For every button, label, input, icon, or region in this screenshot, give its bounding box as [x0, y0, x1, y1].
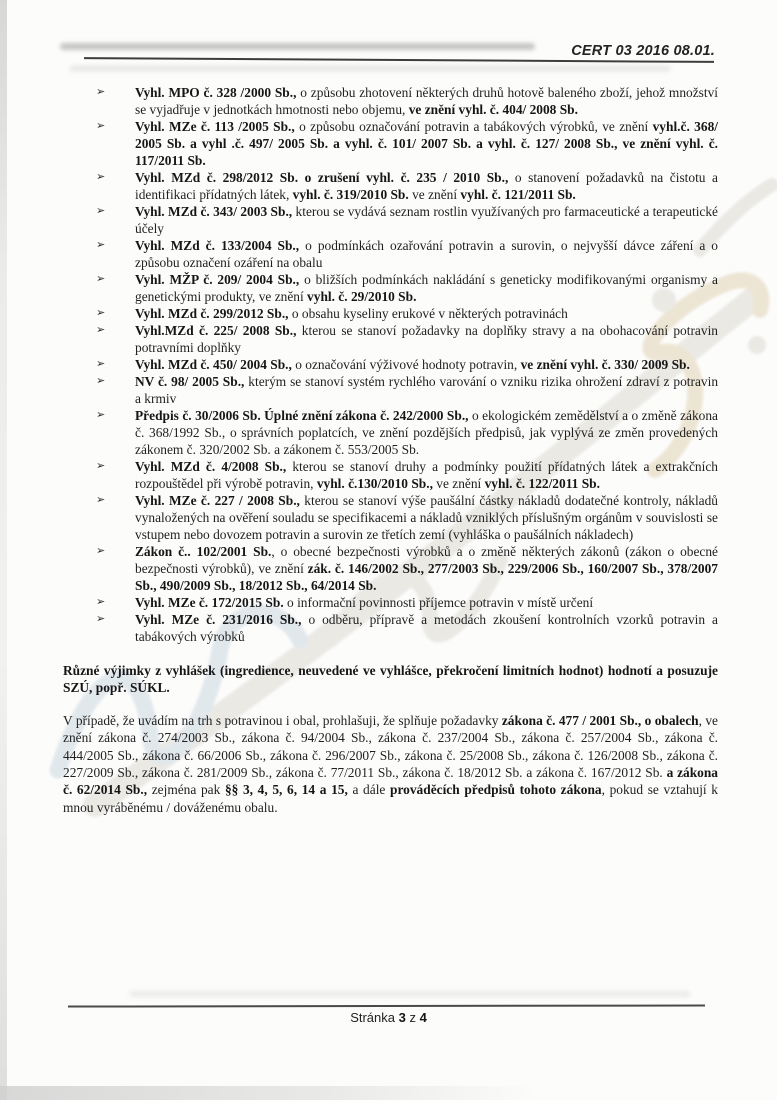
arrow-bullet-icon: ➢ — [96, 86, 106, 98]
scan-edge-artifact-left — [0, 0, 7, 1100]
arrow-bullet-icon: ➢ — [96, 239, 106, 251]
arrow-bullet-icon: ➢ — [96, 171, 106, 183]
arrow-bullet-icon: ➢ — [96, 545, 106, 557]
list-item — [63, 407, 718, 458]
list-item-text: Vyhl. MZe č. 172/2015 Sb. o informační povinnosti příjemce potravin v místě určení — [135, 595, 594, 610]
list-item-text: Vyhl. MZd č. 298/2012 Sb. o zrušení vyhl. č. 235 / 2010 Sb., o stanovení požadavků na čistotu a identifikaci přídatných látek, vyhl. č. 319/2010 Sb. ve znění vyhl. č. 121/2011 Sb. — [135, 170, 718, 202]
list-item-text: Vyhl. MZe č. 113 /2005 Sb., o způsobu označování potravin a tabákových výrobků, ve znění vyhl.č. 368/ 2005 Sb. a vyhl .č. 497/ 2005 Sb. a vyhl. č. 101/ 2007 Sb. a vyhl. č. 127/ 2008 Sb., ve znění vyhl. č. 117/2011 Sb. — [135, 119, 718, 168]
scan-smudge-artifact-top — [60, 43, 535, 50]
list-item-text: Vyhl. MZd č. 4/2008 Sb., kterou se stanoví druhy a podmínky použití přídatných látek a extrakčních rozpouštědel při výrobě potravin, vyhl. č.130/2010 Sb., ve znění vyhl. č. 122/2011 Sb. — [135, 459, 718, 491]
watermark-dot-2 — [748, 336, 766, 354]
list-item-text: Vyhl. MZd č. 450/ 2004 Sb., o označování výživové hodnoty potravin, ve znění vyhl. č. 330/ 2009 Sb. — [135, 357, 690, 372]
list-item-text: Vyhl. MPO č. 328 /2000 Sb., o způsobu zhotovení některých druhů hotově baleného zboží, jehož množství se vyjadřuje v jednotkách hmotnosti nebo objemu, ve znění vyhl. č. 404/ 2008 Sb. — [135, 85, 719, 117]
list-item — [63, 271, 718, 305]
arrow-bullet-icon: ➢ — [96, 613, 106, 625]
list-item — [63, 492, 718, 543]
list-item — [63, 237, 718, 271]
arrow-bullet-icon: ➢ — [96, 324, 106, 336]
footer-divider-line — [68, 1004, 705, 1007]
arrow-bullet-icon: ➢ — [96, 494, 106, 506]
arrow-bullet-icon: ➢ — [96, 375, 106, 387]
list-item-text: Zákon č.. 102/2001 Sb., o obecné bezpečnosti výrobků a o změně některých zákonů (zákon o obecné bezpečnosti výrobků), ve znění zák. č. 146/2002 Sb., 277/2003 Sb., 229/2006 Sb., 160/2007 Sb., 378/2007 Sb., 490/2009 Sb., 18/2012 Sb., 64/2014 Sb. — [135, 544, 719, 593]
arrow-bullet-icon: ➢ — [96, 307, 106, 319]
scan-edge-artifact-bottom — [0, 1086, 540, 1100]
document-header-code: CERT 03 2016 08.01. — [571, 43, 715, 59]
list-item — [63, 169, 718, 203]
list-item-text: Vyhl. MZd č. 299/2012 Sb., o obsahu kyseliny erukové v některých potravinách — [135, 306, 568, 321]
arrow-bullet-icon: ➢ — [96, 460, 106, 472]
list-item — [63, 322, 718, 356]
list-item-text: Vyhl. MZe č. 227 / 2008 Sb., kterou se stanoví výše paušální částky nákladů dodatečné kontroly, nákladů vynaložených na ověření souladu se specifikacemi a nákladů vzniklých příslušným orgánům v souvislosti se vstupem nebo dovozem potravin a surovin ze třetích zemí (vyhláška o paušálních nákladech) — [135, 493, 719, 542]
list-item-text: Vyhl. MZd č. 343/ 2003 Sb., kterou se vydává seznam rostlin využívaných pro farmaceutické a terapeutické účely — [135, 204, 719, 236]
arrow-bullet-icon: ➢ — [96, 205, 106, 217]
arrow-bullet-icon: ➢ — [96, 409, 106, 421]
scan-smudge-artifact-under-header — [70, 66, 670, 71]
paragraph-exceptions: Různé výjimky z vyhlášek (ingredience, neuvedené ve vyhlášce, překročení limitních hodnot) hodnotí a posuzuje SZÚ, popř. SÚKL. — [63, 663, 718, 696]
list-item — [63, 356, 718, 373]
arrow-bullet-icon: ➢ — [96, 358, 106, 370]
arrow-bullet-icon: ➢ — [96, 273, 106, 285]
list-item — [63, 118, 718, 169]
document-body — [63, 84, 718, 816]
list-item — [63, 203, 718, 237]
footer-page-number: Stránka 3 z 4 — [350, 1010, 427, 1025]
list-item-text: Vyhl. MZe č. 231/2016 Sb., o odběru, přípravě a metodách zkoušení kontrolních vzorků potravin a tabákových výrobků — [135, 612, 718, 644]
list-item-text: Vyhl.MZd č. 225/ 2008 Sb., kterou se stanoví požadavky na doplňky stravy a na obohacování potravin potravními doplňky — [135, 323, 718, 355]
list-item — [63, 373, 718, 407]
regulation-list — [63, 84, 718, 645]
list-item — [63, 611, 718, 645]
list-item — [63, 305, 718, 322]
list-item — [63, 84, 718, 118]
paragraph-packaging-declaration: V případě, že uvádím na trh s potravinou i obal, prohlašuji, že splňuje požadavky zákona č. 477 / 2001 Sb., o obalech, ve znění zákona č. 274/2003 Sb., zákona č. 94/2004 Sb., zákona č. 237/2004 Sb., zákona č. 257/2004 Sb., zákona č. 444/2005 Sb., zákona č. 66/2006 Sb., zákona č. 296/2007 Sb., zákona č. 25/2008 Sb., zákona č. 126/2008 Sb., zákona č. 227/2009 Sb., zákona č. 281/2009 Sb., zákona č. 77/2011 Sb., zákona č. 18/2012 Sb. a zákona č. 167/2012 Sb. a zákona č. 62/2014 Sb., zejména pak §§ 3, 4, 5, 6, 14 a 15, a dále prováděcích předpisů tohoto zákona, pokud se vztahují k mnou vyráběnému / dováženému obalu. — [63, 712, 719, 815]
list-item — [63, 543, 718, 594]
list-item-text: Vyhl. MZd č. 133/2004 Sb., o podmínkách ozařování potravin a surovin, o nejvyšší dávce záření a o způsobu označení ozáření na obalu — [135, 238, 718, 270]
list-item-text: NV č. 98/ 2005 Sb., kterým se stanoví systém rychlého varování o vzniku rizika ohrožení zdraví z potravin a krmiv — [135, 374, 719, 406]
list-item-text: Předpis č. 30/2006 Sb. Úplné znění zákona č. 242/2000 Sb., o ekologickém zemědělství a o změně zákona č. 368/1992 Sb., o správních poplatcích, ve znění pozdějších předpisů, jak vyplývá ze změn provedených zákonem č. 320/2002 Sb. a zákonem č. 553/2005 Sb. — [135, 408, 718, 457]
list-item — [63, 594, 718, 611]
scan-smudge-artifact-above-footer — [130, 991, 690, 997]
arrow-bullet-icon: ➢ — [96, 596, 106, 608]
arrow-bullet-icon: ➢ — [96, 120, 106, 132]
list-item — [63, 458, 718, 492]
list-item-text: Vyhl. MŽP č. 209/ 2004 Sb., o bližších podmínkách nakládání s geneticky modifikovanými organismy a genetickými produkty, ve znění vyhl. č. 29/2010 Sb. — [135, 272, 718, 304]
